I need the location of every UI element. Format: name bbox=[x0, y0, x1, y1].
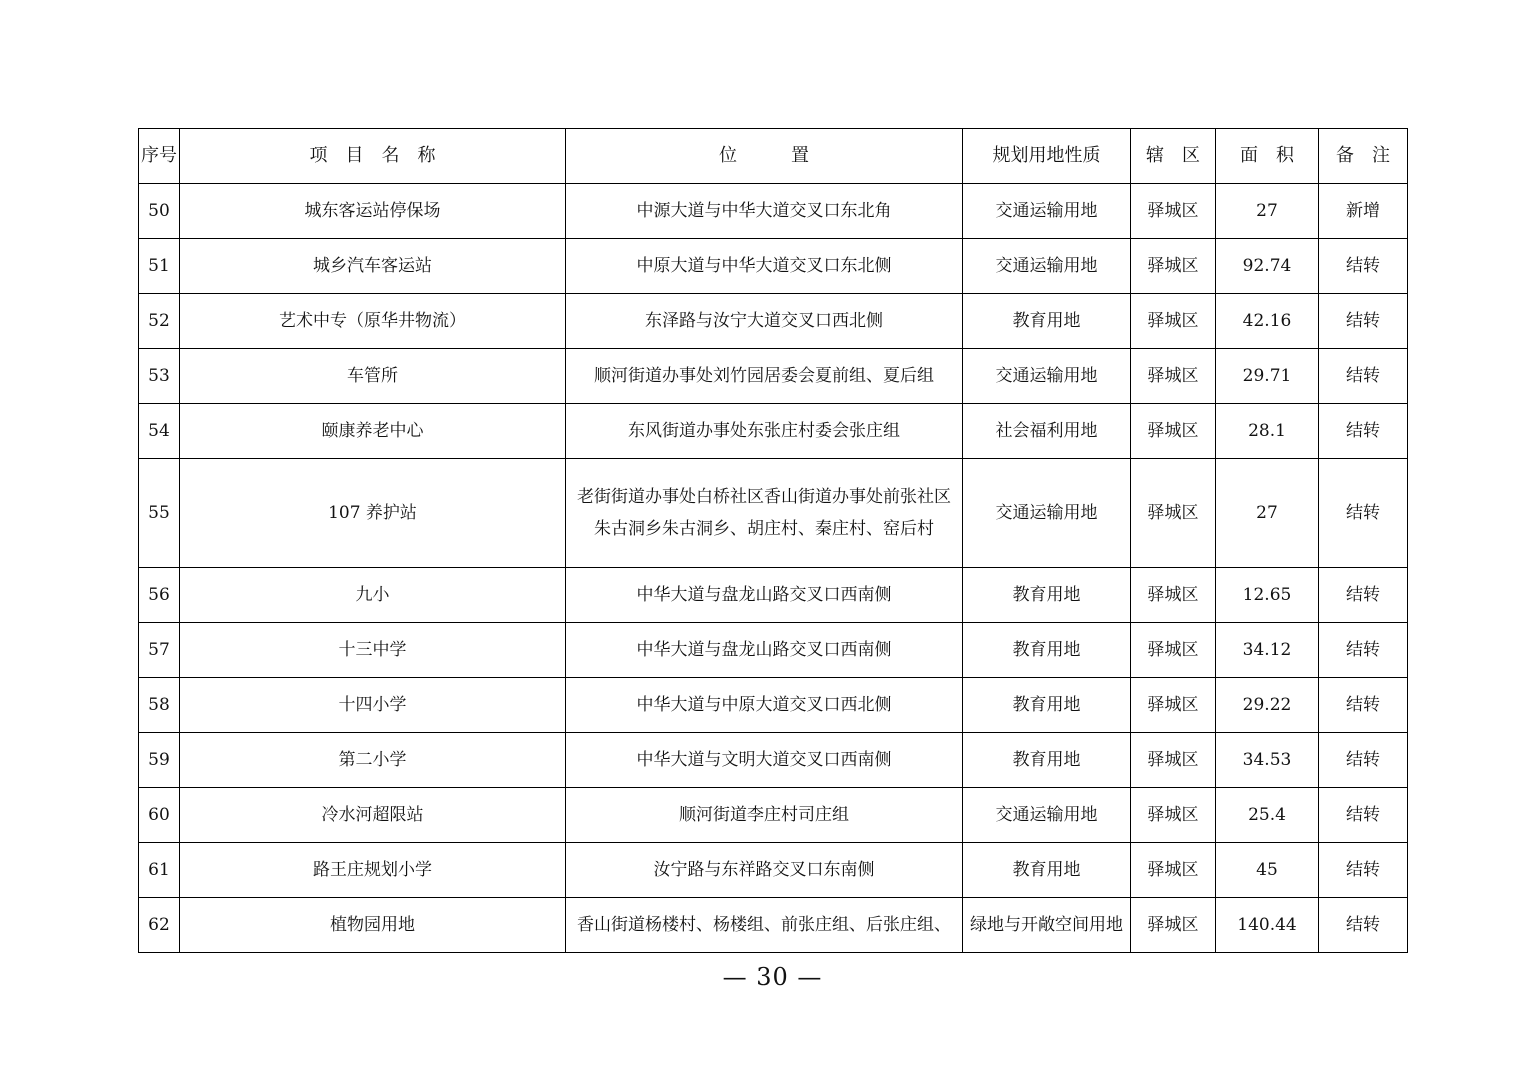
cell-remark: 结转 bbox=[1319, 294, 1408, 349]
location-line: 朱古洞乡朱古洞乡、胡庄村、秦庄村、窑后村 bbox=[594, 519, 934, 539]
cell-seq: 50 bbox=[139, 184, 180, 239]
cell-seq: 57 bbox=[139, 623, 180, 678]
cell-district: 驿城区 bbox=[1131, 678, 1216, 733]
cell-land-use: 教育用地 bbox=[963, 843, 1131, 898]
cell-project-name: 路王庄规划小学 bbox=[180, 843, 566, 898]
cell-district: 驿城区 bbox=[1131, 788, 1216, 843]
cell-district: 驿城区 bbox=[1131, 294, 1216, 349]
cell-seq: 52 bbox=[139, 294, 180, 349]
location-line: 中华大道与盘龙山路交叉口西南侧 bbox=[636, 639, 892, 660]
cell-area: 140.44 bbox=[1216, 898, 1319, 953]
cell-location bbox=[566, 678, 963, 733]
header-seq: 序号 bbox=[139, 129, 180, 184]
location-line: 中华大道与中原大道交叉口西北侧 bbox=[636, 694, 892, 715]
table-row bbox=[139, 459, 1408, 568]
cell-area: 34.12 bbox=[1216, 623, 1319, 678]
header-project-name: 项 目 名 称 bbox=[180, 129, 566, 184]
table-row bbox=[139, 623, 1408, 678]
cell-project-name: 十四小学 bbox=[180, 678, 566, 733]
location-line: 香山街道杨楼村、杨楼组、前张庄组、后张庄组、 bbox=[577, 914, 951, 935]
cell-area: 29.22 bbox=[1216, 678, 1319, 733]
cell-land-use: 交通运输用地 bbox=[963, 788, 1131, 843]
cell-remark: 结转 bbox=[1319, 404, 1408, 459]
cell-location bbox=[566, 623, 963, 678]
cell-project-name: 第二小学 bbox=[180, 733, 566, 788]
cell-remark: 结转 bbox=[1319, 898, 1408, 953]
cell-area: 34.53 bbox=[1216, 733, 1319, 788]
cell-seq: 60 bbox=[139, 788, 180, 843]
header-area: 面 积 bbox=[1216, 129, 1319, 184]
cell-seq: 54 bbox=[139, 404, 180, 459]
location-line: 中华大道与盘龙山路交叉口西南侧 bbox=[636, 584, 892, 605]
cell-seq: 58 bbox=[139, 678, 180, 733]
cell-area: 28.1 bbox=[1216, 404, 1319, 459]
cell-district: 驿城区 bbox=[1131, 623, 1216, 678]
cell-remark: 结转 bbox=[1319, 568, 1408, 623]
cell-seq: 56 bbox=[139, 568, 180, 623]
cell-remark: 结转 bbox=[1319, 678, 1408, 733]
cell-seq: 55 bbox=[139, 459, 180, 568]
cell-land-use: 交通运输用地 bbox=[963, 349, 1131, 404]
table-row bbox=[139, 733, 1408, 788]
cell-land-use: 教育用地 bbox=[963, 623, 1131, 678]
cell-area: 29.71 bbox=[1216, 349, 1319, 404]
cell-land-use: 教育用地 bbox=[963, 733, 1131, 788]
location-line: 东泽路与汝宁大道交叉口西北侧 bbox=[645, 310, 883, 331]
cell-project-name: 城东客运站停保场 bbox=[180, 184, 566, 239]
project-land-table bbox=[138, 128, 1408, 953]
cell-seq: 62 bbox=[139, 898, 180, 953]
cell-location bbox=[566, 239, 963, 294]
table-header-row bbox=[139, 129, 1408, 184]
header-district: 辖 区 bbox=[1131, 129, 1216, 184]
page-number: — 30 — bbox=[722, 963, 823, 991]
cell-location bbox=[566, 184, 963, 239]
table-row bbox=[139, 568, 1408, 623]
cell-location bbox=[566, 733, 963, 788]
cell-district: 驿城区 bbox=[1131, 239, 1216, 294]
cell-seq: 51 bbox=[139, 239, 180, 294]
table-row bbox=[139, 239, 1408, 294]
cell-remark: 结转 bbox=[1319, 239, 1408, 294]
table-row bbox=[139, 788, 1408, 843]
cell-area: 92.74 bbox=[1216, 239, 1319, 294]
cell-area: 42.16 bbox=[1216, 294, 1319, 349]
cell-location bbox=[566, 294, 963, 349]
cell-remark: 结转 bbox=[1319, 733, 1408, 788]
cell-land-use: 绿地与开敞空间用地 bbox=[963, 898, 1131, 953]
cell-project-name: 植物园用地 bbox=[180, 898, 566, 953]
location-line: 中源大道与中华大道交叉口东北角 bbox=[636, 200, 892, 221]
cell-project-name: 城乡汽车客运站 bbox=[180, 239, 566, 294]
cell-location bbox=[566, 568, 963, 623]
header-remark: 备 注 bbox=[1319, 129, 1408, 184]
table-row bbox=[139, 678, 1408, 733]
cell-land-use: 教育用地 bbox=[963, 294, 1131, 349]
cell-seq: 59 bbox=[139, 733, 180, 788]
cell-project-name: 九小 bbox=[180, 568, 566, 623]
cell-district: 驿城区 bbox=[1131, 843, 1216, 898]
cell-project-name: 十三中学 bbox=[180, 623, 566, 678]
location-line: 东风街道办事处东张庄村委会张庄组 bbox=[628, 420, 900, 441]
location-line: 中华大道与文明大道交叉口西南侧 bbox=[636, 749, 892, 770]
cell-location bbox=[566, 788, 963, 843]
cell-district: 驿城区 bbox=[1131, 733, 1216, 788]
cell-district: 驿城区 bbox=[1131, 568, 1216, 623]
table-row bbox=[139, 843, 1408, 898]
header-land-use: 规划用地性质 bbox=[963, 129, 1131, 184]
cell-project-name: 冷水河超限站 bbox=[180, 788, 566, 843]
table-row bbox=[139, 404, 1408, 459]
cell-area: 27 bbox=[1216, 459, 1319, 568]
cell-area: 45 bbox=[1216, 843, 1319, 898]
location-line: 中原大道与中华大道交叉口东北侧 bbox=[636, 255, 892, 276]
cell-seq: 61 bbox=[139, 843, 180, 898]
table-body bbox=[139, 184, 1408, 953]
location-line: 顺河街道办事处刘竹园居委会夏前组、夏后组 bbox=[594, 365, 934, 386]
location-line: 汝宁路与东祥路交叉口东南侧 bbox=[653, 859, 875, 880]
cell-area: 25.4 bbox=[1216, 788, 1319, 843]
table-row bbox=[139, 184, 1408, 239]
cell-remark: 结转 bbox=[1319, 843, 1408, 898]
cell-land-use: 教育用地 bbox=[963, 568, 1131, 623]
cell-land-use: 交通运输用地 bbox=[963, 459, 1131, 568]
cell-remark: 结转 bbox=[1319, 788, 1408, 843]
cell-district: 驿城区 bbox=[1131, 349, 1216, 404]
cell-project-name: 艺术中专（原华井物流） bbox=[180, 294, 566, 349]
cell-seq: 53 bbox=[139, 349, 180, 404]
cell-area: 27 bbox=[1216, 184, 1319, 239]
location-line: 老街街道办事处白桥社区香山街道办事处前张社区 bbox=[577, 486, 951, 507]
cell-location bbox=[566, 404, 963, 459]
cell-project-name: 颐康养老中心 bbox=[180, 404, 566, 459]
cell-district: 驿城区 bbox=[1131, 404, 1216, 459]
cell-location bbox=[566, 843, 963, 898]
cell-location bbox=[566, 898, 963, 953]
table-row bbox=[139, 294, 1408, 349]
cell-remark: 结转 bbox=[1319, 349, 1408, 404]
cell-district: 驿城区 bbox=[1131, 459, 1216, 568]
cell-location bbox=[566, 349, 963, 404]
cell-remark: 结转 bbox=[1319, 623, 1408, 678]
header-location: 位 置 bbox=[566, 129, 963, 184]
table-row bbox=[139, 898, 1408, 953]
cell-district: 驿城区 bbox=[1131, 184, 1216, 239]
cell-land-use: 教育用地 bbox=[963, 678, 1131, 733]
cell-project-name: 107 养护站 bbox=[180, 459, 566, 568]
location-line: 顺河街道李庄村司庄组 bbox=[679, 804, 849, 825]
cell-remark: 新增 bbox=[1319, 184, 1408, 239]
cell-project-name: 车管所 bbox=[180, 349, 566, 404]
cell-location bbox=[566, 459, 963, 568]
cell-land-use: 社会福利用地 bbox=[963, 404, 1131, 459]
cell-land-use: 交通运输用地 bbox=[963, 239, 1131, 294]
cell-remark: 结转 bbox=[1319, 459, 1408, 568]
table-row bbox=[139, 349, 1408, 404]
cell-district: 驿城区 bbox=[1131, 898, 1216, 953]
cell-area: 12.65 bbox=[1216, 568, 1319, 623]
cell-land-use: 交通运输用地 bbox=[963, 184, 1131, 239]
